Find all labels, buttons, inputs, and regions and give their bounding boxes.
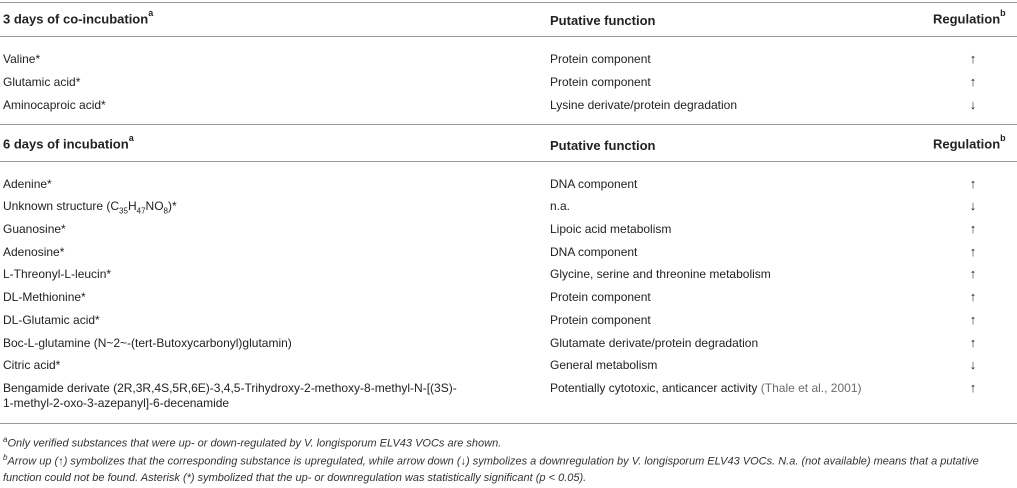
table-row-function: Lysine derivate/protein degradation — [550, 98, 738, 112]
table-row-function: Protein component — [550, 290, 651, 304]
table-row-function: n.a. — [550, 199, 571, 213]
up-arrow-icon: ↑ — [969, 176, 977, 191]
table-row-name: Adenine* — [3, 177, 52, 191]
table-row-name: L-Threonyl-L-leucin* — [3, 267, 112, 281]
table-row-name: Boc-L-glutamine (N~2~-(tert-Butoxycarbonyl)glutamin) — [3, 336, 292, 350]
table-row-function: DNA component — [550, 245, 638, 259]
section1-col-regulation: Regulation$^b$ — [933, 8, 1006, 27]
table-row-name: Citric acid* — [3, 358, 61, 372]
up-arrow-icon: ↑ — [969, 335, 977, 350]
table-row-function: Glycine, serine and threonine metabolism — [550, 267, 771, 281]
section2-top-rule — [0, 124, 1017, 125]
table-row-function: Potentially cytotoxic, anticancer activity (Thale et al., 2001) — [550, 381, 862, 395]
table-row-name: Valine* — [3, 52, 41, 66]
down-arrow-icon: ↓ — [969, 97, 977, 112]
table-row-function: Protein component — [550, 313, 651, 327]
table-row-name: Adenosine* — [3, 245, 65, 259]
section1-header-rule — [0, 36, 1017, 37]
table-row-name — [3, 381, 457, 411]
table-row-function: Protein component — [550, 75, 651, 89]
section2-header-rule — [0, 161, 1017, 162]
up-arrow-icon: ↑ — [969, 312, 977, 327]
table-row-name: Glutamic acid* — [3, 75, 81, 89]
table-row-function: DNA component — [550, 177, 638, 191]
table-row-name: DL-Methionine* — [3, 290, 86, 304]
up-arrow-icon: ↑ — [969, 244, 977, 259]
table-row-function: General metabolism — [550, 358, 658, 372]
down-arrow-icon: ↓ — [969, 357, 977, 372]
table-row-name: Unknown structure $(C_{35}H_{47}NO_8)*$ — [3, 199, 177, 216]
footnote-a: $^a$Only verified substances that were up- or down-regulated by V. longisporum ELV43 VOCs are shown. — [3, 435, 502, 450]
section2-col-function: Putative function — [550, 138, 656, 153]
table-row-name: DL-Glutamic acid* — [3, 313, 100, 327]
table-row-function: Protein component — [550, 52, 651, 66]
up-arrow-icon: ↑ — [969, 289, 977, 304]
down-arrow-icon: ↓ — [969, 198, 977, 213]
section2-title: 6 days of incubation$^a$ — [3, 133, 134, 152]
section2-col-regulation: Regulation$^b$ — [933, 133, 1006, 152]
table-row-name-line2: 1-methyl-2-oxo-3-azepanyl]-6-decenamide — [3, 396, 230, 410]
top-rule — [0, 2, 1017, 3]
footnote-b: $^b$Arrow up (↑) symbolizes that the corresponding substance is upregulated, while arrow down (↓) symbolizes a downregulation by V. longisporum ELV43 VOCs. N.a. (not available) means that a putative function could not be found. Asterisk (*) symbolized that the up- or downregulation was statistically significant (p < 0.05). — [3, 453, 979, 484]
table-row-name: Aminocaproic acid* — [3, 98, 106, 112]
up-arrow-icon: ↑ — [969, 74, 977, 89]
section1-title: 3 days of co-incubation$^a$ — [3, 8, 154, 27]
section1-col-function: Putative function — [550, 13, 656, 28]
table-row-name-line1: Bengamide derivate (2R,3R,4S,5R,6E)-3,4,5-Trihydroxy-2-methoxy-8-methyl-N-[(3S)- — [3, 381, 457, 395]
table-row-name: Guanosine* — [3, 222, 66, 236]
table-bottom-rule — [0, 423, 1017, 424]
up-arrow-icon: ↑ — [969, 266, 977, 281]
up-arrow-icon: ↑ — [969, 380, 977, 395]
table-row-function: Lipoic acid metabolism — [550, 222, 672, 236]
up-arrow-icon: ↑ — [969, 51, 977, 66]
citation-link[interactable]: (Thale et al., 2001) — [760, 381, 862, 395]
up-arrow-icon: ↑ — [969, 221, 977, 236]
table-row-function: Glutamate derivate/protein degradation — [550, 336, 759, 350]
